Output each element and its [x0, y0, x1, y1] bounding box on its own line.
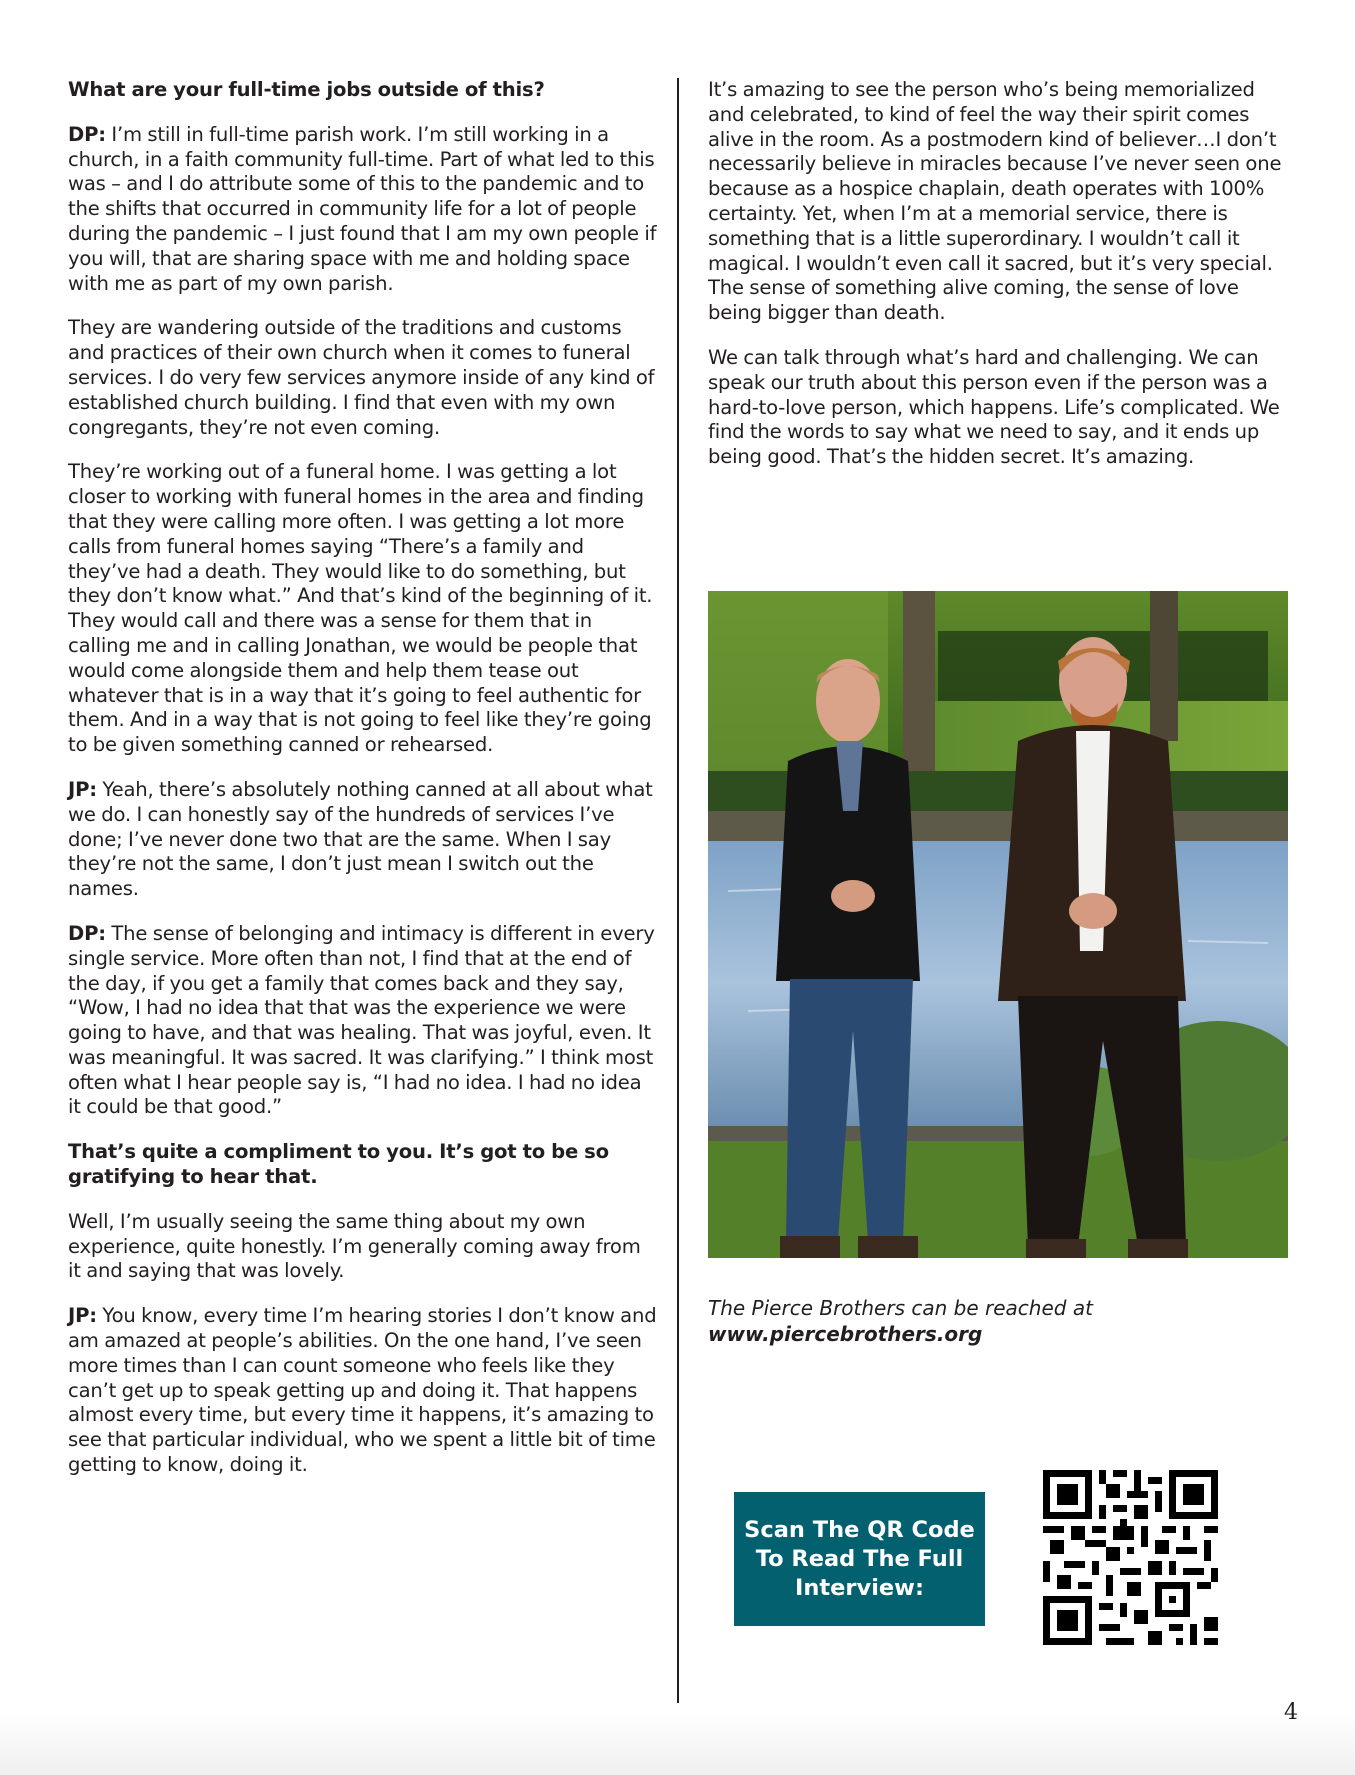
- interview-question: What are your full-time jobs outside of this?: [68, 78, 545, 101]
- interview-answer: [68, 778, 658, 902]
- answer-text: The sense of belonging and intimacy is different in every single service. More often than not, I find that at the end of the day, if you get a family that comes back and they say, “Wow, I had no idea that that was the experience we were going to have, and that was healing. That was joyful, even. It was meaningful. It was sacred. It was clarifying.” I think most often what I hear people say is, “I had no idea. I had no idea it could be that good.”: [68, 921, 655, 1119]
- answer-text: I’m still in full-time parish work. I’m still working in a church, in a faith community full-time. Part of what led to this was – and I do attribute some of this to the pandemic and to the shifts that occurred in community life for a lot of people during the pandemic – I just found that I am my own people if you will, that are sharing space with me and holding space with me as part of my own parish.: [68, 122, 657, 295]
- body-paragraph: Well, I’m usually seeing the same thing about my own experience, quite honestly. I’m generally coming away from it and saying that was lovely.: [68, 1209, 641, 1283]
- speaker-label: JP:: [68, 1304, 97, 1328]
- left-column: [68, 78, 658, 1498]
- right-column: [708, 78, 1293, 490]
- page-number: 4: [1284, 1700, 1298, 1725]
- body-paragraph: They’re working out of a funeral home. I was getting a lot closer to working with funeral homes in the area and finding that they were calling more often. I was getting a lot more calls from funeral homes saying “There’s a family and they’ve had a death. They would like to do something, but they don’t know what.” And that’s kind of the beginning of it. They would call and there was a sense for them that in calling me and in calling Jonathan, we would be people that would come alongside them and help them tease out whatever that is in a way that it’s going to feel authentic for them. And in a way that is not going to feel like they’re going to be given something canned or rehearsed.: [68, 460, 653, 757]
- speaker-label: DP:: [68, 921, 106, 945]
- interview-answer: [68, 922, 658, 1120]
- body-paragraph: It’s amazing to see the person who’s being memorialized and celebrated, to kind of feel the way their spirit comes alive in the room. As a postmodern kind of believer…I don’t necessarily believe in miracles because I’ve never seen one because as a hospice chaplain, death operates with 100% certainty. Yet, when I’m at a memorial service, there is something that is a little superordinary. I wouldn’t call it magical. I wouldn’t even call it sacred, but it’s very special. The sense of something alive coming, the sense of love being bigger than death.: [708, 78, 1282, 325]
- answer-text: You know, every time I’m hearing stories I don’t know and am amazed at people’s abilities. On the one hand, I’ve seen more times than I can count someone who feels like they can’t get up to speak getting up and doing it. That happens almost every time, but every time it happens, it’s amazing to see that particular individual, who we spent a little bit of time getting to know, doing it.: [68, 1304, 657, 1477]
- interview-answer: [68, 123, 658, 297]
- qr-code-icon[interactable]: [1043, 1470, 1218, 1645]
- photo-caption: [708, 1295, 1288, 1347]
- interview-question: That’s quite a compliment to you. It’s got to be so gratifying to hear that.: [68, 1140, 609, 1189]
- column-divider: [677, 78, 679, 1703]
- page-bottom-fade: [0, 1712, 1355, 1775]
- answer-text: Yeah, there’s absolutely nothing canned at all about what we do. I can honestly say of the hundreds of services I’ve done; I’ve never done two that are the same. When I say they’re not the same, I don’t just mean I switch out the names.: [68, 777, 653, 901]
- caption-text: The Pierce Brothers can be reached at: [708, 1296, 1093, 1320]
- website-link[interactable]: www.piercebrothers.org: [708, 1322, 983, 1346]
- qr-call-to-action: Scan The QR Code To Read The Full Interview:: [734, 1492, 985, 1626]
- pierce-brothers-photo: [708, 591, 1288, 1258]
- speaker-label: JP:: [68, 777, 97, 801]
- interview-answer: [68, 1304, 658, 1478]
- speaker-label: DP:: [68, 122, 106, 146]
- body-paragraph: They are wandering outside of the traditions and customs and practices of their own church when it comes to funeral services. I do very few services anymore inside of any kind of established church building. I find that even with my own congregants, they’re not even coming.: [68, 316, 655, 439]
- body-paragraph: We can talk through what’s hard and challenging. We can speak our truth about this person even if the person was a hard-to-love person, which happens. Life’s complicated. We find the words to say what we need to say, and it ends up being good. That’s the hidden secret. It’s amazing.: [708, 345, 1280, 469]
